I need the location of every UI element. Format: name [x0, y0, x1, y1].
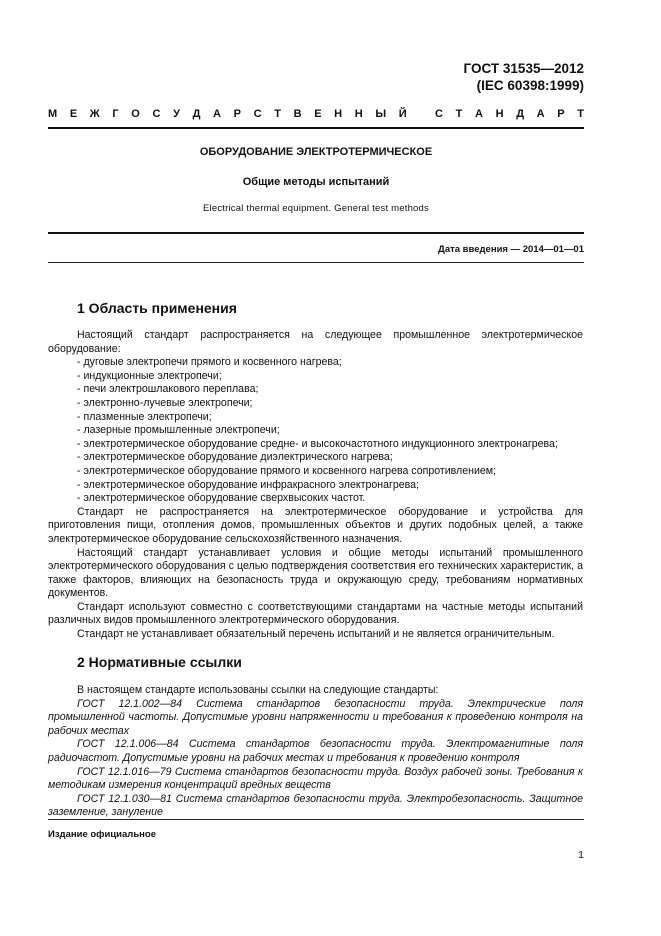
- banner-letter: Н: [495, 108, 504, 120]
- banner-letter: С: [435, 108, 443, 120]
- banner-letter: Т: [455, 108, 463, 120]
- page-number: 1: [578, 849, 584, 861]
- normative-reference: ГОСТ 12.1.030—81 Система стандартов безопасности труда. Электробезопасность. Защитное заземление, зануление: [48, 792, 583, 819]
- header-divider: [48, 127, 584, 129]
- normative-reference: ГОСТ 12.1.002—84 Система стандартов безопасности труда. Электрические поля промышленной частоты. Допустимые уровни напряженности и требования к проведению контроля на рабочих местах: [48, 697, 583, 737]
- banner-letter: Т: [577, 108, 584, 120]
- section-1-intro: Настоящий стандарт распространяется на следующее промышленное электротермическое оборудование:: [48, 329, 583, 355]
- footer-divider: [48, 819, 584, 820]
- banner-letter: Т: [274, 108, 281, 120]
- list-item: - электротермическое оборудование сверхвысоких частот.: [77, 492, 366, 505]
- banner-letter: Н: [334, 108, 343, 120]
- banner-letter: С: [253, 108, 262, 120]
- banner-letter: Д: [516, 108, 525, 120]
- banner-letter: Е: [69, 108, 78, 120]
- iec-code: (IEC 60398:1999): [476, 78, 584, 93]
- list-item: - электротермическое оборудование прямого и косвенного нагрева сопротивлением;: [77, 464, 497, 477]
- date-divider: [48, 262, 584, 263]
- banner-letter: Г: [112, 108, 119, 120]
- normative-reference: ГОСТ 12.1.016—79 Система стандартов безопасности труда. Воздух рабочей зоны. Требования к методикам измерения концентраций вредных веществ: [48, 765, 583, 792]
- normative-reference: ГОСТ 12.1.006—84 Система стандартов безопасности труда. Электромагнитные поля радиочастот. Допустимые уровни на рабочих местах и требования к проведению контроля: [48, 738, 583, 764]
- list-item: - печи электрошлакового переплава;: [77, 383, 259, 396]
- section-1-body: [48, 329, 583, 642]
- paragraph: Стандарт не устанавливает обязательный перечень испытаний и не является ограничительным.: [77, 628, 555, 641]
- banner-letter: О: [131, 108, 140, 120]
- banner-letter: А: [536, 108, 545, 120]
- list-item: - электротермическое оборудование инфракрасного электронагрева;: [77, 478, 419, 491]
- banner-letter: Ж: [89, 108, 100, 120]
- list-item: - электротермическое оборудование диэлектрического нагрева;: [77, 451, 393, 464]
- banner-letter: У: [173, 108, 180, 120]
- paragraph: Стандарт используют совместно с соответствующими стандартами на частные методы испытаний различных видов промышленного электротермического оборудования.: [48, 600, 583, 627]
- official-edition-label: Издание официальное: [48, 829, 156, 840]
- banner-letter: С: [152, 108, 161, 120]
- list-item: - электронно-лучевые электропечи;: [77, 396, 253, 409]
- standard-code: ГОСТ 31535—2012: [463, 61, 584, 76]
- introduction-date: Дата введения — 2014—01—01: [438, 244, 584, 255]
- banner-letter: Е: [314, 108, 322, 120]
- paragraph: Стандарт не распространяется на электротермическое оборудование и устройства для приготовления пищи, отопления домов, промышленных объектов и других подобных целей, а также электротермическое оборудование сельскохозяйственного назначения.: [48, 505, 583, 545]
- section-2-body: [48, 684, 583, 820]
- banner-letter: М: [48, 108, 58, 120]
- interstate-standard-banner: [48, 108, 584, 120]
- banner-letter: Н: [354, 108, 363, 120]
- standard-designation: [464, 60, 584, 94]
- section-1-heading: 1 Область применения: [77, 300, 237, 316]
- list-item: - плазменные электропечи;: [77, 410, 212, 423]
- list-item: - лазерные промышленные электропечи;: [77, 424, 280, 437]
- list-item: - электротермическое оборудование средне- и высокочастотного индукционного электронагрева;: [77, 437, 558, 450]
- list-item: - дуговые электропечи прямого и косвенного нагрева;: [77, 356, 342, 369]
- banner-letter: А: [213, 108, 221, 120]
- list-item: - индукционные электропечи;: [77, 369, 222, 382]
- banner-letter: Р: [233, 108, 241, 120]
- banner-letter: А: [475, 108, 483, 120]
- banner-letter: Й: [398, 108, 407, 120]
- document-subtitle: Общие методы испытаний: [242, 176, 390, 188]
- document-title: ОБОРУДОВАНИЕ ЭЛЕКТРОТЕРМИЧЕСКОЕ: [199, 146, 433, 158]
- banner-letter: Д: [192, 108, 201, 120]
- paragraph: Настоящий стандарт устанавливает условия и общие методы испытаний промышленного электротермического оборудования с целью подтверждения соответствия его технических характеристик, а также факторов, влияющих на безопасность труда и окружающую среду, требованиям нормативных документов.: [48, 546, 583, 600]
- section-2-intro: В настоящем стандарте использованы ссылки на следующие стандарты:: [77, 684, 439, 696]
- title-divider: [48, 232, 584, 234]
- banner-letter: Р: [557, 108, 565, 120]
- section-2-heading: 2 Нормативные ссылки: [77, 654, 242, 670]
- banner-spacer: [419, 108, 422, 120]
- banner-letter: В: [293, 108, 302, 120]
- banner-letter: Ы: [375, 108, 387, 120]
- english-title: Electrical thermal equipment. General test methods: [203, 203, 429, 214]
